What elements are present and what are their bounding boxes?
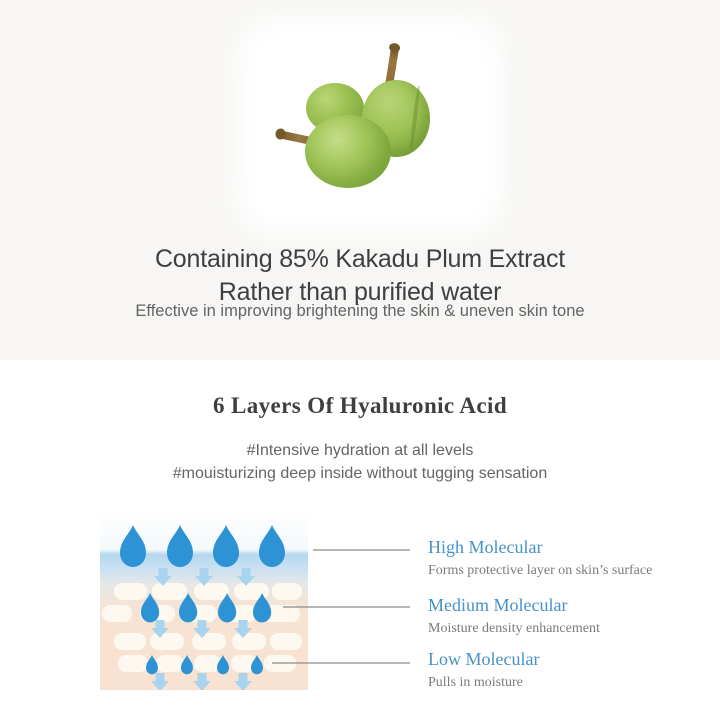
high-molecular-title: High Molecular — [428, 537, 543, 557]
kakadu-heading-line2: Rather than purified water — [218, 277, 502, 306]
low-molecular-description: Pulls in moisture — [428, 675, 523, 690]
medium-molecular-description: Moisture density enhancement — [428, 621, 600, 636]
hashtag-line2: #mouisturizing deep inside without tugging sensation — [172, 465, 548, 482]
label-low-molecular — [428, 650, 698, 691]
low-molecular-title: Low Molecular — [428, 649, 540, 669]
hashtag-line1: #Intensive hydration at all levels — [246, 442, 474, 459]
hyaluronic-hashtags — [0, 439, 720, 485]
high-molecular-description: Forms protective layer on skin’s surface — [428, 563, 653, 578]
label-medium-molecular — [428, 596, 698, 637]
kakadu-plums-image — [250, 30, 490, 230]
kakadu-heading — [0, 243, 720, 309]
medium-molecular-title: Medium Molecular — [428, 595, 568, 615]
skin-layers-diagram — [100, 512, 410, 690]
hyaluronic-title: 6 Layers Of Hyaluronic Acid — [212, 393, 508, 418]
kakadu-subtitle: Effective in improving brightening the skin & uneven skin tone — [135, 302, 585, 320]
kakadu-heading-line1: Containing 85% Kakadu Plum Extract — [154, 244, 566, 273]
label-high-molecular — [428, 538, 698, 579]
plum-front — [305, 115, 391, 188]
